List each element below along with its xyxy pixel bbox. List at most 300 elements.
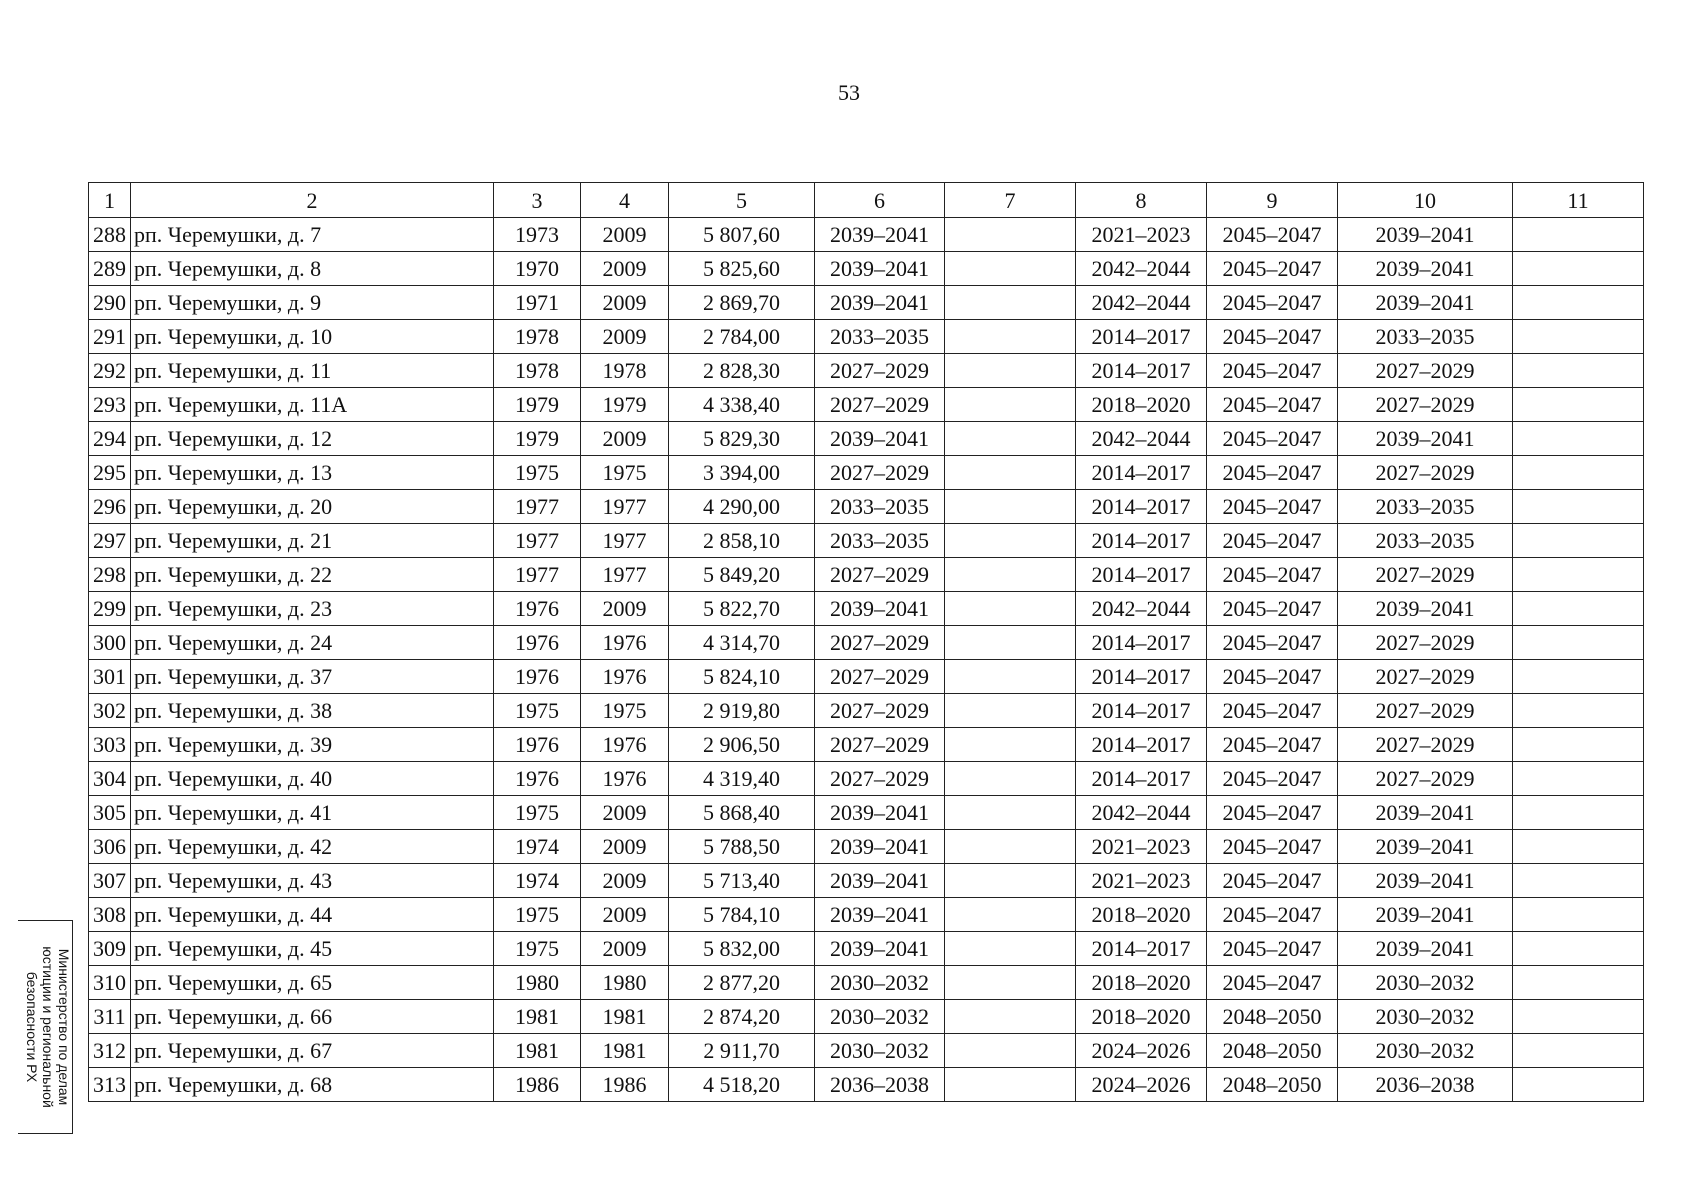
cell-col-10-period: 2039–2041 xyxy=(1338,252,1513,286)
cell-col-9-period: 2045–2047 xyxy=(1207,490,1338,524)
cell-col-9-period: 2045–2047 xyxy=(1207,252,1338,286)
cell-area: 5 825,60 xyxy=(669,252,815,286)
cell-year-renovated: 2009 xyxy=(581,864,669,898)
column-header-1: 1 xyxy=(89,183,131,218)
cell-col-10-period: 2027–2029 xyxy=(1338,660,1513,694)
cell-year-built: 1970 xyxy=(494,252,581,286)
table-row xyxy=(89,218,1644,252)
cell-col-11 xyxy=(1513,660,1644,694)
cell-year-renovated: 2009 xyxy=(581,252,669,286)
cell-col-10-period: 2027–2029 xyxy=(1338,558,1513,592)
cell-address: рп. Черемушки, д. 10 xyxy=(131,320,494,354)
cell-row-number: 289 xyxy=(89,252,131,286)
cell-address: рп. Черемушки, д. 13 xyxy=(131,456,494,490)
cell-col-6-period: 2039–2041 xyxy=(815,592,945,626)
cell-col-8-period: 2018–2020 xyxy=(1076,1000,1207,1034)
cell-col-10-period: 2027–2029 xyxy=(1338,626,1513,660)
cell-col-10-period: 2039–2041 xyxy=(1338,592,1513,626)
cell-year-built: 1975 xyxy=(494,898,581,932)
cell-col-11 xyxy=(1513,898,1644,932)
cell-row-number: 291 xyxy=(89,320,131,354)
cell-col-7 xyxy=(945,490,1076,524)
column-header-9: 9 xyxy=(1207,183,1338,218)
cell-col-6-period: 2027–2029 xyxy=(815,388,945,422)
cell-year-built: 1974 xyxy=(494,864,581,898)
column-header-7: 7 xyxy=(945,183,1076,218)
cell-col-9-period: 2045–2047 xyxy=(1207,558,1338,592)
cell-col-6-period: 2027–2029 xyxy=(815,558,945,592)
cell-row-number: 301 xyxy=(89,660,131,694)
cell-col-7 xyxy=(945,354,1076,388)
cell-row-number: 288 xyxy=(89,218,131,252)
cell-col-8-period: 2014–2017 xyxy=(1076,932,1207,966)
cell-address: рп. Черемушки, д. 44 xyxy=(131,898,494,932)
table-row xyxy=(89,524,1644,558)
table-row xyxy=(89,694,1644,728)
header-row xyxy=(89,183,1644,218)
cell-col-7 xyxy=(945,558,1076,592)
cell-row-number: 308 xyxy=(89,898,131,932)
cell-col-9-period: 2045–2047 xyxy=(1207,218,1338,252)
cell-area: 4 518,20 xyxy=(669,1068,815,1102)
cell-address: рп. Черемушки, д. 22 xyxy=(131,558,494,592)
cell-col-7 xyxy=(945,864,1076,898)
cell-col-11 xyxy=(1513,218,1644,252)
cell-col-8-period: 2042–2044 xyxy=(1076,252,1207,286)
cell-address: рп. Черемушки, д. 67 xyxy=(131,1034,494,1068)
cell-address: рп. Черемушки, д. 23 xyxy=(131,592,494,626)
cell-row-number: 299 xyxy=(89,592,131,626)
cell-col-10-period: 2027–2029 xyxy=(1338,456,1513,490)
cell-col-11 xyxy=(1513,830,1644,864)
cell-col-10-period: 2039–2041 xyxy=(1338,932,1513,966)
cell-row-number: 303 xyxy=(89,728,131,762)
cell-year-built: 1977 xyxy=(494,490,581,524)
cell-year-built: 1974 xyxy=(494,830,581,864)
table-row xyxy=(89,932,1644,966)
cell-col-7 xyxy=(945,218,1076,252)
cell-col-8-period: 2014–2017 xyxy=(1076,626,1207,660)
cell-year-renovated: 1976 xyxy=(581,660,669,694)
cell-year-renovated: 2009 xyxy=(581,898,669,932)
cell-col-7 xyxy=(945,830,1076,864)
cell-year-built: 1971 xyxy=(494,286,581,320)
cell-col-7 xyxy=(945,286,1076,320)
cell-col-7 xyxy=(945,456,1076,490)
cell-col-11 xyxy=(1513,796,1644,830)
cell-row-number: 295 xyxy=(89,456,131,490)
cell-col-9-period: 2045–2047 xyxy=(1207,354,1338,388)
cell-col-7 xyxy=(945,796,1076,830)
cell-row-number: 293 xyxy=(89,388,131,422)
cell-col-8-period: 2018–2020 xyxy=(1076,966,1207,1000)
cell-col-9-period: 2045–2047 xyxy=(1207,694,1338,728)
cell-col-7 xyxy=(945,1034,1076,1068)
cell-col-11 xyxy=(1513,966,1644,1000)
cell-col-7 xyxy=(945,252,1076,286)
cell-year-renovated: 1975 xyxy=(581,694,669,728)
stamp-text xyxy=(22,923,72,1131)
cell-col-11 xyxy=(1513,1068,1644,1102)
table-row xyxy=(89,1000,1644,1034)
table-row xyxy=(89,456,1644,490)
cell-year-built: 1975 xyxy=(494,796,581,830)
cell-col-8-period: 2014–2017 xyxy=(1076,558,1207,592)
cell-col-9-period: 2045–2047 xyxy=(1207,728,1338,762)
cell-col-6-period: 2039–2041 xyxy=(815,830,945,864)
cell-col-8-period: 2014–2017 xyxy=(1076,728,1207,762)
column-header-11: 11 xyxy=(1513,183,1644,218)
cell-row-number: 313 xyxy=(89,1068,131,1102)
cell-year-built: 1977 xyxy=(494,524,581,558)
cell-address: рп. Черемушки, д. 68 xyxy=(131,1068,494,1102)
stamp-line-2: юстиции и региональной xyxy=(40,946,56,1108)
cell-year-renovated: 2009 xyxy=(581,286,669,320)
cell-col-9-period: 2045–2047 xyxy=(1207,864,1338,898)
cell-address: рп. Черемушки, д. 45 xyxy=(131,932,494,966)
table-body xyxy=(89,218,1644,1102)
cell-address: рп. Черемушки, д. 39 xyxy=(131,728,494,762)
table-row xyxy=(89,796,1644,830)
table-header xyxy=(89,183,1644,218)
cell-row-number: 302 xyxy=(89,694,131,728)
cell-row-number: 294 xyxy=(89,422,131,456)
cell-col-6-period: 2027–2029 xyxy=(815,728,945,762)
cell-col-11 xyxy=(1513,320,1644,354)
column-header-3: 3 xyxy=(494,183,581,218)
table-row xyxy=(89,898,1644,932)
cell-col-9-period: 2045–2047 xyxy=(1207,966,1338,1000)
cell-col-7 xyxy=(945,388,1076,422)
cell-col-11 xyxy=(1513,490,1644,524)
table-row xyxy=(89,660,1644,694)
cell-area: 4 319,40 xyxy=(669,762,815,796)
cell-col-6-period: 2039–2041 xyxy=(815,864,945,898)
cell-col-9-period: 2045–2047 xyxy=(1207,898,1338,932)
cell-col-11 xyxy=(1513,354,1644,388)
cell-row-number: 310 xyxy=(89,966,131,1000)
cell-year-renovated: 2009 xyxy=(581,592,669,626)
table-row xyxy=(89,252,1644,286)
cell-col-10-period: 2027–2029 xyxy=(1338,762,1513,796)
cell-row-number: 296 xyxy=(89,490,131,524)
cell-area: 5 849,20 xyxy=(669,558,815,592)
cell-address: рп. Черемушки, д. 40 xyxy=(131,762,494,796)
cell-address: рп. Черемушки, д. 66 xyxy=(131,1000,494,1034)
cell-col-9-period: 2045–2047 xyxy=(1207,626,1338,660)
cell-col-9-period: 2048–2050 xyxy=(1207,1034,1338,1068)
cell-year-renovated: 1976 xyxy=(581,626,669,660)
cell-col-7 xyxy=(945,524,1076,558)
page-number: 53 xyxy=(838,80,860,105)
cell-col-7 xyxy=(945,898,1076,932)
cell-address: рп. Черемушки, д. 42 xyxy=(131,830,494,864)
column-header-5: 5 xyxy=(669,183,815,218)
column-header-10: 10 xyxy=(1338,183,1513,218)
cell-col-10-period: 2039–2041 xyxy=(1338,898,1513,932)
cell-year-renovated: 1976 xyxy=(581,762,669,796)
cell-col-6-period: 2033–2035 xyxy=(815,490,945,524)
cell-col-10-period: 2030–2032 xyxy=(1338,1000,1513,1034)
cell-year-built: 1973 xyxy=(494,218,581,252)
cell-year-built: 1975 xyxy=(494,694,581,728)
cell-col-9-period: 2048–2050 xyxy=(1207,1000,1338,1034)
cell-col-10-period: 2027–2029 xyxy=(1338,694,1513,728)
cell-year-renovated: 1979 xyxy=(581,388,669,422)
cell-col-7 xyxy=(945,694,1076,728)
cell-address: рп. Черемушки, д. 43 xyxy=(131,864,494,898)
cell-col-11 xyxy=(1513,252,1644,286)
table-row xyxy=(89,592,1644,626)
cell-col-10-period: 2033–2035 xyxy=(1338,320,1513,354)
cell-col-6-period: 2039–2041 xyxy=(815,422,945,456)
cell-area: 5 788,50 xyxy=(669,830,815,864)
cell-row-number: 298 xyxy=(89,558,131,592)
cell-year-built: 1979 xyxy=(494,388,581,422)
column-header-4: 4 xyxy=(581,183,669,218)
cell-col-6-period: 2039–2041 xyxy=(815,252,945,286)
cell-area: 2 828,30 xyxy=(669,354,815,388)
cell-address: рп. Черемушки, д. 24 xyxy=(131,626,494,660)
cell-col-8-period: 2021–2023 xyxy=(1076,864,1207,898)
cell-area: 2 919,80 xyxy=(669,694,815,728)
cell-row-number: 292 xyxy=(89,354,131,388)
cell-col-9-period: 2045–2047 xyxy=(1207,660,1338,694)
column-header-8: 8 xyxy=(1076,183,1207,218)
cell-col-9-period: 2045–2047 xyxy=(1207,286,1338,320)
cell-col-10-period: 2027–2029 xyxy=(1338,388,1513,422)
cell-col-6-period: 2027–2029 xyxy=(815,626,945,660)
cell-year-renovated: 1981 xyxy=(581,1034,669,1068)
cell-area: 2 877,20 xyxy=(669,966,815,1000)
cell-col-10-period: 2039–2041 xyxy=(1338,796,1513,830)
cell-year-built: 1976 xyxy=(494,626,581,660)
cell-col-9-period: 2045–2047 xyxy=(1207,592,1338,626)
cell-col-8-period: 2014–2017 xyxy=(1076,694,1207,728)
cell-address: рп. Черемушки, д. 41 xyxy=(131,796,494,830)
table-row xyxy=(89,422,1644,456)
table-row xyxy=(89,286,1644,320)
cell-col-11 xyxy=(1513,592,1644,626)
cell-col-11 xyxy=(1513,456,1644,490)
cell-col-6-period: 2036–2038 xyxy=(815,1068,945,1102)
cell-col-6-period: 2030–2032 xyxy=(815,1000,945,1034)
cell-address: рп. Черемушки, д. 9 xyxy=(131,286,494,320)
table-row xyxy=(89,626,1644,660)
cell-col-6-period: 2030–2032 xyxy=(815,1034,945,1068)
cell-area: 5 822,70 xyxy=(669,592,815,626)
cell-col-11 xyxy=(1513,1000,1644,1034)
cell-area: 5 829,30 xyxy=(669,422,815,456)
cell-col-10-period: 2030–2032 xyxy=(1338,966,1513,1000)
cell-address: рп. Черемушки, д. 12 xyxy=(131,422,494,456)
cell-row-number: 307 xyxy=(89,864,131,898)
cell-col-11 xyxy=(1513,762,1644,796)
cell-year-built: 1977 xyxy=(494,558,581,592)
table-row xyxy=(89,966,1644,1000)
cell-col-8-period: 2014–2017 xyxy=(1076,660,1207,694)
cell-row-number: 304 xyxy=(89,762,131,796)
cell-area: 2 874,20 xyxy=(669,1000,815,1034)
cell-area: 4 290,00 xyxy=(669,490,815,524)
cell-year-built: 1981 xyxy=(494,1034,581,1068)
cell-address: рп. Черемушки, д. 7 xyxy=(131,218,494,252)
cell-area: 2 906,50 xyxy=(669,728,815,762)
cell-col-10-period: 2036–2038 xyxy=(1338,1068,1513,1102)
table-row xyxy=(89,762,1644,796)
cell-year-built: 1980 xyxy=(494,966,581,1000)
cell-col-6-period: 2030–2032 xyxy=(815,966,945,1000)
cell-col-6-period: 2027–2029 xyxy=(815,762,945,796)
cell-address: рп. Черемушки, д. 38 xyxy=(131,694,494,728)
cell-area: 5 868,40 xyxy=(669,796,815,830)
cell-col-8-period: 2021–2023 xyxy=(1076,830,1207,864)
table-row xyxy=(89,354,1644,388)
cell-year-built: 1976 xyxy=(494,728,581,762)
cell-col-10-period: 2039–2041 xyxy=(1338,830,1513,864)
cell-year-renovated: 2009 xyxy=(581,320,669,354)
cell-year-built: 1976 xyxy=(494,592,581,626)
cell-col-7 xyxy=(945,932,1076,966)
table-row xyxy=(89,558,1644,592)
cell-col-11 xyxy=(1513,286,1644,320)
cell-year-renovated: 1978 xyxy=(581,354,669,388)
cell-col-7 xyxy=(945,320,1076,354)
cell-area: 2 911,70 xyxy=(669,1034,815,1068)
stamp-line-3: безопасности РХ xyxy=(24,971,40,1083)
cell-col-7 xyxy=(945,626,1076,660)
cell-year-renovated: 1977 xyxy=(581,524,669,558)
cell-row-number: 306 xyxy=(89,830,131,864)
cell-area: 5 807,60 xyxy=(669,218,815,252)
table-row xyxy=(89,388,1644,422)
cell-address: рп. Черемушки, д. 21 xyxy=(131,524,494,558)
cell-col-8-period: 2014–2017 xyxy=(1076,524,1207,558)
cell-year-renovated: 2009 xyxy=(581,422,669,456)
cell-area: 5 784,10 xyxy=(669,898,815,932)
cell-year-renovated: 1976 xyxy=(581,728,669,762)
cell-col-10-period: 2027–2029 xyxy=(1338,728,1513,762)
cell-col-7 xyxy=(945,1068,1076,1102)
ministry-stamp xyxy=(18,920,73,1134)
cell-col-8-period: 2042–2044 xyxy=(1076,592,1207,626)
cell-col-11 xyxy=(1513,864,1644,898)
cell-col-6-period: 2039–2041 xyxy=(815,286,945,320)
cell-address: рп. Черемушки, д. 11 xyxy=(131,354,494,388)
cell-col-11 xyxy=(1513,626,1644,660)
cell-address: рп. Черемушки, д. 11А xyxy=(131,388,494,422)
cell-area: 5 832,00 xyxy=(669,932,815,966)
cell-row-number: 290 xyxy=(89,286,131,320)
cell-year-renovated: 2009 xyxy=(581,218,669,252)
cell-col-11 xyxy=(1513,422,1644,456)
cell-col-10-period: 2033–2035 xyxy=(1338,524,1513,558)
cell-col-9-period: 2045–2047 xyxy=(1207,422,1338,456)
cell-col-7 xyxy=(945,762,1076,796)
cell-year-renovated: 2009 xyxy=(581,830,669,864)
cell-col-10-period: 2039–2041 xyxy=(1338,422,1513,456)
cell-address: рп. Черемушки, д. 8 xyxy=(131,252,494,286)
table-row xyxy=(89,864,1644,898)
cell-row-number: 305 xyxy=(89,796,131,830)
cell-col-9-period: 2045–2047 xyxy=(1207,456,1338,490)
cell-area: 5 713,40 xyxy=(669,864,815,898)
cell-col-6-period: 2027–2029 xyxy=(815,660,945,694)
table-row xyxy=(89,1034,1644,1068)
cell-col-9-period: 2045–2047 xyxy=(1207,388,1338,422)
cell-col-8-period: 2018–2020 xyxy=(1076,898,1207,932)
cell-col-11 xyxy=(1513,728,1644,762)
cell-col-8-period: 2021–2023 xyxy=(1076,218,1207,252)
cell-area: 4 314,70 xyxy=(669,626,815,660)
cell-row-number: 309 xyxy=(89,932,131,966)
cell-year-built: 1978 xyxy=(494,320,581,354)
cell-row-number: 311 xyxy=(89,1000,131,1034)
cell-area: 5 824,10 xyxy=(669,660,815,694)
cell-year-renovated: 2009 xyxy=(581,796,669,830)
cell-year-built: 1979 xyxy=(494,422,581,456)
cell-col-9-period: 2048–2050 xyxy=(1207,1068,1338,1102)
cell-col-7 xyxy=(945,966,1076,1000)
table-row xyxy=(89,320,1644,354)
cell-col-7 xyxy=(945,660,1076,694)
cell-col-6-period: 2039–2041 xyxy=(815,796,945,830)
cell-col-6-period: 2033–2035 xyxy=(815,320,945,354)
cell-col-9-period: 2045–2047 xyxy=(1207,320,1338,354)
cell-col-10-period: 2039–2041 xyxy=(1338,286,1513,320)
cell-col-11 xyxy=(1513,932,1644,966)
column-header-6: 6 xyxy=(815,183,945,218)
cell-col-8-period: 2042–2044 xyxy=(1076,796,1207,830)
cell-col-9-period: 2045–2047 xyxy=(1207,932,1338,966)
cell-address: рп. Черемушки, д. 65 xyxy=(131,966,494,1000)
cell-col-8-period: 2024–2026 xyxy=(1076,1068,1207,1102)
cell-col-8-period: 2014–2017 xyxy=(1076,354,1207,388)
cell-year-renovated: 1977 xyxy=(581,558,669,592)
cell-area: 4 338,40 xyxy=(669,388,815,422)
cell-col-7 xyxy=(945,592,1076,626)
cell-year-renovated: 1977 xyxy=(581,490,669,524)
cell-col-6-period: 2033–2035 xyxy=(815,524,945,558)
cell-area: 3 394,00 xyxy=(669,456,815,490)
cell-col-11 xyxy=(1513,1034,1644,1068)
cell-col-9-period: 2045–2047 xyxy=(1207,830,1338,864)
cell-year-built: 1975 xyxy=(494,456,581,490)
cell-col-6-period: 2027–2029 xyxy=(815,694,945,728)
cell-col-8-period: 2024–2026 xyxy=(1076,1034,1207,1068)
cell-year-built: 1981 xyxy=(494,1000,581,1034)
cell-col-6-period: 2039–2041 xyxy=(815,932,945,966)
cell-col-10-period: 2039–2041 xyxy=(1338,864,1513,898)
table-row xyxy=(89,1068,1644,1102)
cell-year-built: 1976 xyxy=(494,762,581,796)
cell-col-9-period: 2045–2047 xyxy=(1207,762,1338,796)
cell-address: рп. Черемушки, д. 20 xyxy=(131,490,494,524)
cell-col-7 xyxy=(945,728,1076,762)
cell-col-6-period: 2039–2041 xyxy=(815,218,945,252)
cell-row-number: 300 xyxy=(89,626,131,660)
cell-col-6-period: 2027–2029 xyxy=(815,456,945,490)
cell-year-renovated: 1975 xyxy=(581,456,669,490)
cell-col-8-period: 2014–2017 xyxy=(1076,456,1207,490)
cell-year-renovated: 2009 xyxy=(581,932,669,966)
cell-col-8-period: 2042–2044 xyxy=(1076,286,1207,320)
cell-year-built: 1978 xyxy=(494,354,581,388)
cell-year-built: 1975 xyxy=(494,932,581,966)
cell-col-10-period: 2030–2032 xyxy=(1338,1034,1513,1068)
column-header-2: 2 xyxy=(131,183,494,218)
cell-row-number: 297 xyxy=(89,524,131,558)
